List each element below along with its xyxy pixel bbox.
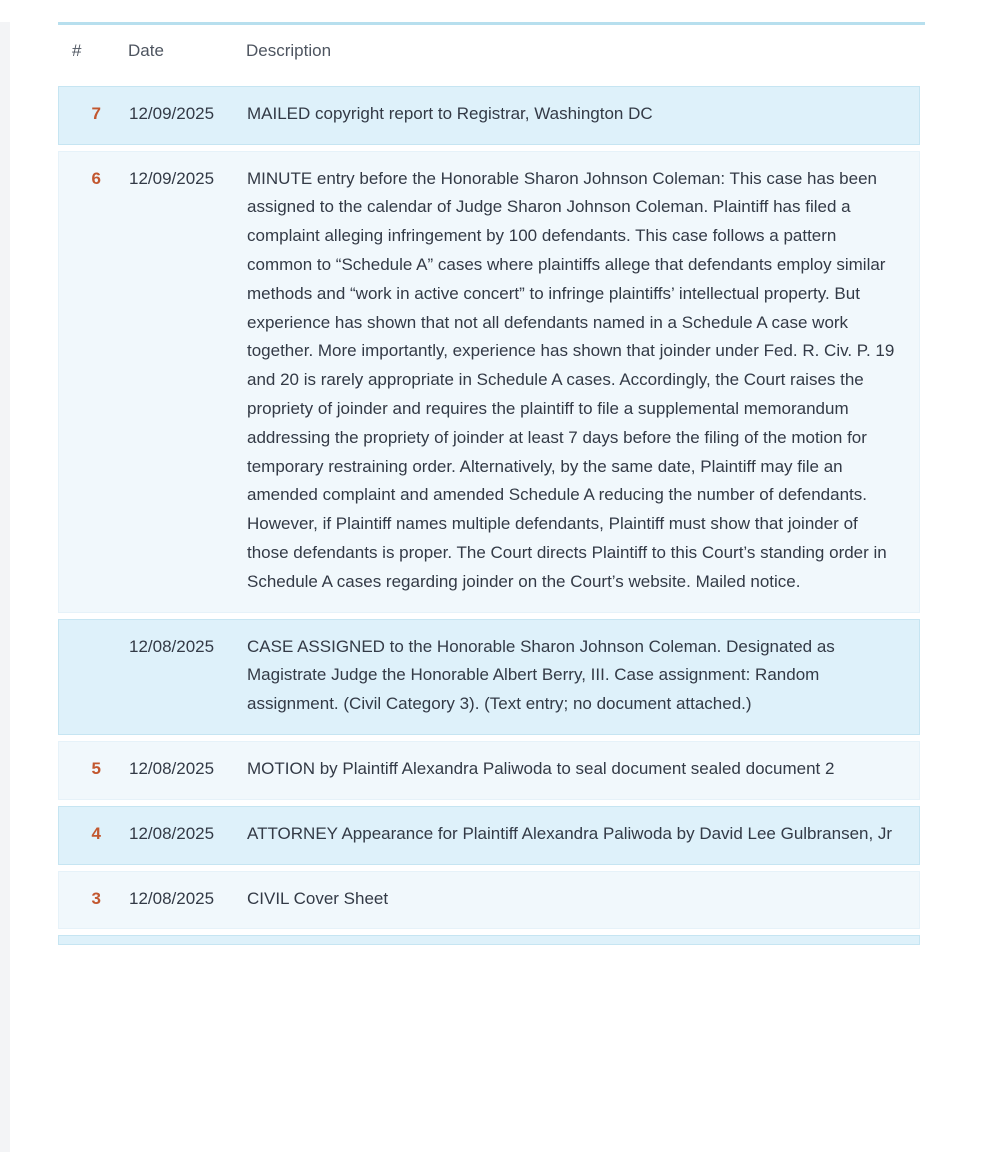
entry-date: 12/08/2025 (129, 888, 215, 908)
entry-description: MOTION by Plaintiff Alexandra Paliwoda to seal document sealed document 2 (247, 758, 835, 778)
docket-rows (58, 86, 920, 930)
header-date: Date (128, 41, 164, 60)
entry-date: 12/09/2025 (129, 103, 215, 123)
header-description: Description (246, 41, 332, 60)
docket-row (58, 86, 920, 145)
entry-date: 12/08/2025 (129, 636, 215, 656)
entry-description: MAILED copyright report to Registrar, Washington DC (247, 103, 653, 123)
docket-row (58, 806, 920, 865)
page-left-gutter (0, 22, 10, 1152)
entry-number-link[interactable]: 5 (91, 758, 101, 778)
docket-row-partial (58, 935, 920, 945)
docket-table-header (58, 25, 920, 86)
docket-page (0, 22, 1008, 1152)
header-number: # (72, 41, 82, 60)
entry-description: CASE ASSIGNED to the Honorable Sharon Johnson Coleman. Designated as Magistrate Judge the Honorable Albert Berry, III. Case assignment: Random assignment. (Civil Category 3). (Text entry; no document attached.) (247, 636, 835, 714)
entry-description: MINUTE entry before the Honorable Sharon Johnson Coleman: This case has been assigned to the calendar of Judge Sharon Johnson Coleman. Plaintiff has filed a complaint alleging infringement by 100 defendants. This case follows a pattern common to “Schedule A” cases where plaintiffs allege that defendants employ similar methods and “work in active concert” to infringe plaintiffs’ intellectual property. But experience has shown that not all defendants named in a Schedule A case work together. More importantly, experience has shown that joinder under Fed. R. Civ. P. 19 and 20 is rarely appropriate in Schedule A cases. Accordingly, the Court raises the propriety of joinder and requires the plaintiff to file a supplemental memorandum addressing the propriety of joinder at least 7 days before the filing of the motion for temporary restraining order. Alternatively, by the same date, Plaintiff may file an amended complaint and amended Schedule A reducing the number of defendants. However, if Plaintiff names multiple defendants, Plaintiff must show that joinder of those defendants is proper. The Court directs Plaintiff to this Court’s standing order in Schedule A cases regarding joinder on the Court’s website. Mailed notice. (247, 168, 895, 591)
docket-row (58, 619, 920, 735)
entry-number-link[interactable]: 3 (91, 888, 101, 908)
entry-date: 12/08/2025 (129, 823, 215, 843)
entry-date: 12/09/2025 (129, 168, 215, 188)
entry-description: CIVIL Cover Sheet (247, 888, 389, 908)
entry-number-link[interactable]: 7 (91, 103, 101, 123)
docket-row (58, 151, 920, 613)
docket-row (58, 741, 920, 800)
entry-date: 12/08/2025 (129, 758, 215, 778)
docket-row (58, 871, 920, 930)
entry-number-link[interactable]: 4 (91, 823, 101, 843)
entry-description: ATTORNEY Appearance for Plaintiff Alexandra Paliwoda by David Lee Gulbransen, Jr (247, 823, 893, 843)
entry-number-link[interactable]: 6 (91, 168, 101, 188)
docket-table (58, 22, 920, 945)
